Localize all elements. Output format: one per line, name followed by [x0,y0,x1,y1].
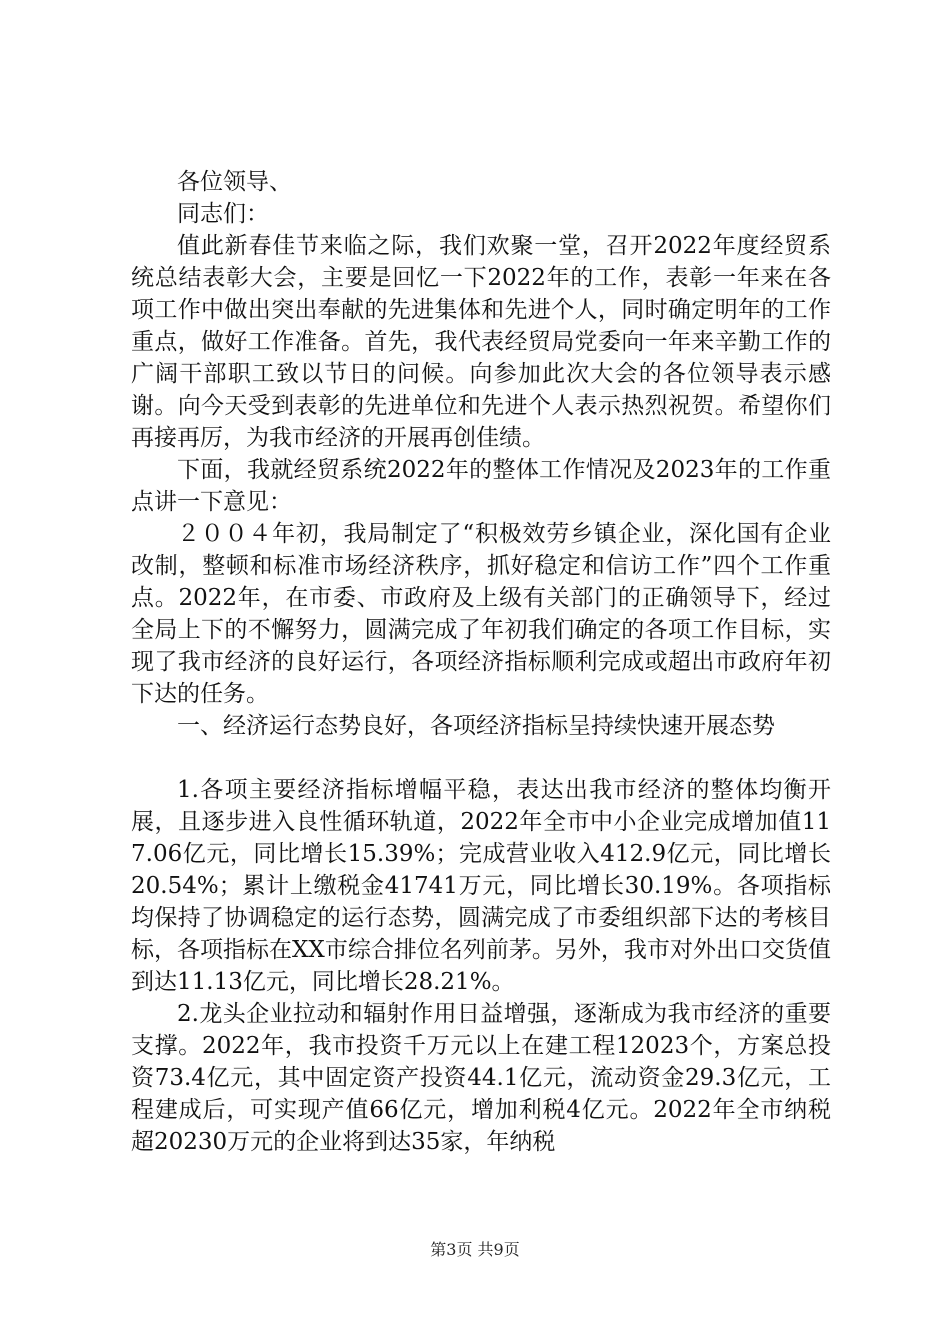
section-heading-1: 一、经济运行态势良好，各项经济指标呈持续快速开展态势 [177,713,775,739]
salutation-comrades: 同志们： [177,201,269,227]
paragraph-opening: 值此新春佳节来临之际，我们欢聚一堂，召开2022年度经贸系统总结表彰大会，主要是回忆一下2022年的工作，表彰一年来在各项工作中做出突出奉献的先进集体和先进个人，同时确定明年的工作重点，做好工作准备。首先，我代表经贸局党委向一年来辛勤工作的广阔干部职工致以节日的问候。向参加此次大会的各位领导表示感谢。向今天受到表彰的先进单位和先进个人表示热烈祝贺。希望你们再接再厉，为我市经济的开展再创佳绩。 [131,233,831,451]
paragraph-item-1: 1.各项主要经济指标增幅平稳，表达出我市经济的整体均衡开展，且逐步进入良性循环轨道，2022年全市中小企业完成增加值117.06亿元，同比增长15.39%；完成营业收入412.9亿元，同比增长20.54%；累计上缴税金41741万元，同比增长30.19%。各项指标均保持了协调稳定的运行态势，圆满完成了市委组织部下达的考核目标，各项指标在XX市综合排位名列前茅。另外，我市对外出口交货值到达11.13亿元，同比增长28.21%。 [131,777,831,995]
page-footer: 第3页 共9页 [430,1240,520,1259]
paragraph-2004-priorities: ２００４年初，我局制定了“积极效劳乡镇企业，深化国有企业改制，整顿和标准市场经济秩序，抓好稳定和信访工作”四个工作重点。2022年，在市委、市政府及上级有关部门的正确领导下，经过全局上下的不懈努力，圆满完成了年初我们确定的各项工作目标，实现了我市经济的良好运行，各项经济指标顺利完成或超出市政府年初下达的任务。 [131,521,831,707]
salutation-leaders: 各位领导、 [177,169,292,195]
paragraph-intro: 下面，我就经贸系统2022年的整体工作情况及2023年的工作重点讲一下意见： [131,457,831,515]
paragraph-spacer [131,742,831,774]
document-body [131,166,831,1158]
paragraph-item-2: 2.龙头企业拉动和辐射作用日益增强，逐渐成为我市经济的重要支撑。2022年，我市投资千万元以上在建工程12023个，方案总投资73.4亿元，其中固定资产投资44.1亿元，流动资金29.3亿元，工程建成后，可实现产值66亿元，增加利税4亿元。2022年全市纳税超20230万元的企业将到达35家，年纳税 [131,1001,831,1155]
